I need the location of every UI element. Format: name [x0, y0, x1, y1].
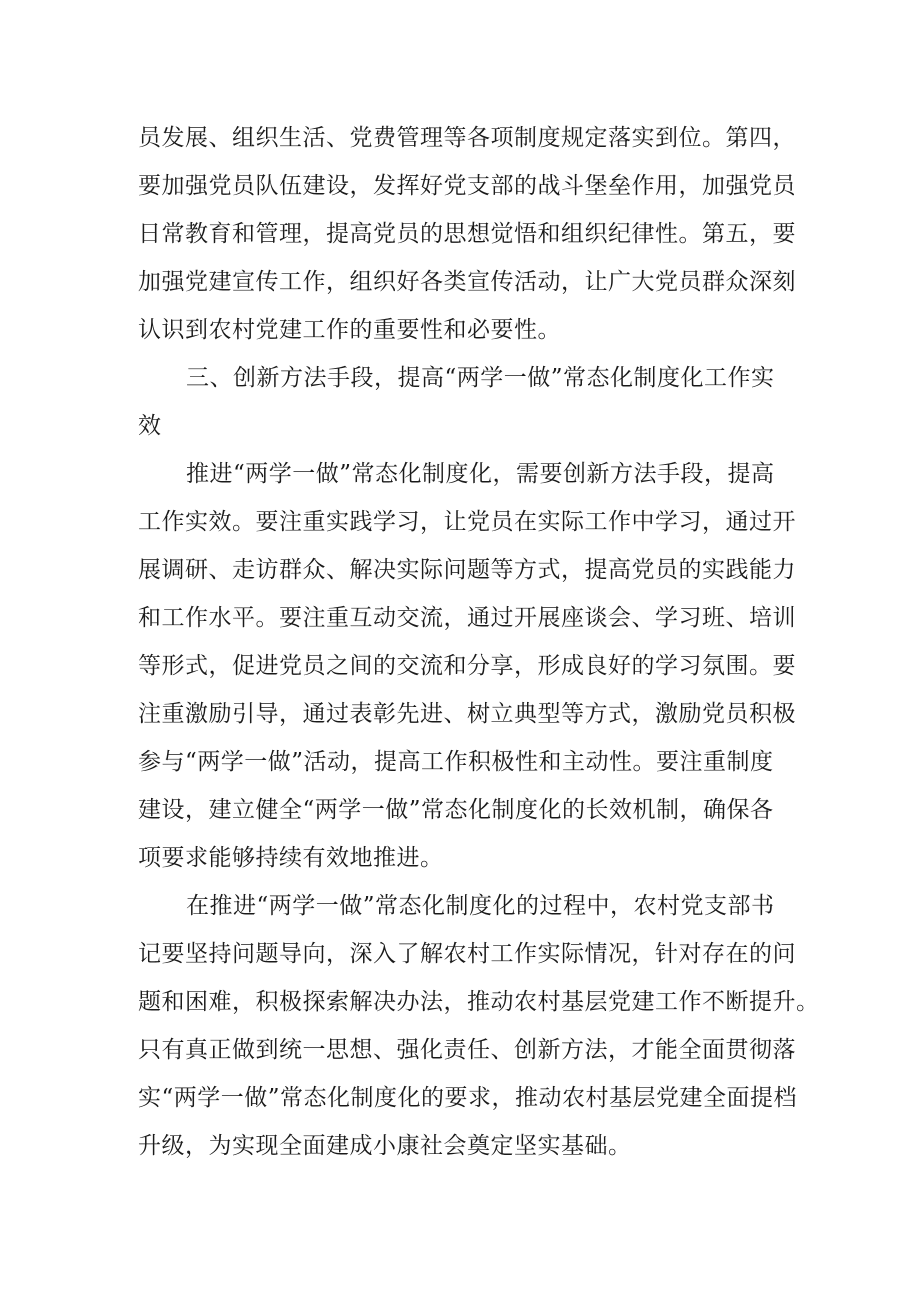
text-line: 注重激励引导，通过表彰先进、树立典型等方式，激励党员积极 [138, 701, 796, 727]
text-line: 题和困难，积极探索解决办法，推动农村基层党建工作不断提升。 [138, 989, 820, 1015]
text-line: 只有真正做到统一思想、强化责任、创新方法，才能全面贯彻落 [138, 1037, 796, 1063]
text-line: 项要求能够持续有效地推进。 [138, 845, 444, 871]
text-line: 建设，建立健全“两学一做”常态化制度化的长效机制，确保各 [138, 797, 774, 823]
text-line: 和工作水平。要注重互动交流，通过开展座谈会、学习班、培训 [138, 605, 796, 631]
text-line: 加强党建宣传工作，组织好各类宣传活动，让广大党员群众深刻 [138, 269, 796, 295]
text-line: 认识到农村党建工作的重要性和必要性。 [138, 317, 561, 343]
text-line: 在推进“两学一做”常态化制度化的过程中，农村党支部书 [186, 893, 775, 919]
text-line: 升级，为实现全面建成小康社会奠定坚实基础。 [138, 1133, 632, 1159]
text-line: 记要坚持问题导向，深入了解农村工作实际情况，针对存在的问 [138, 941, 796, 967]
text-line: 展调研、走访群众、解决实际问题等方式，提高党员的实践能力 [138, 557, 796, 583]
text-line: 日常教育和管理，提高党员的思想觉悟和组织纪律性。第五，要 [138, 221, 796, 247]
text-line: 实“两学一做”常态化制度化的要求，推动农村基层党建全面提档 [138, 1085, 798, 1111]
heading-line: 三、创新方法手段，提高“两学一做”常态化制度化工作实 [186, 365, 775, 391]
text-line: 员发展、组织生活、党费管理等各项制度规定落实到位。第四， [138, 125, 796, 151]
text-line: 推进“两学一做”常态化制度化，需要创新方法手段，提高 [186, 461, 775, 487]
heading-line: 效 [138, 413, 162, 439]
text-line: 参与“两学一做”活动，提高工作积极性和主动性。要注重制度 [138, 749, 774, 775]
text-line: 要加强党员队伍建设，发挥好党支部的战斗堡垒作用，加强党员 [138, 173, 796, 199]
text-line: 工作实效。要注重实践学习，让党员在实际工作中学习，通过开 [138, 509, 796, 535]
text-line: 等形式，促进党员之间的交流和分享，形成良好的学习氛围。要 [138, 653, 796, 679]
